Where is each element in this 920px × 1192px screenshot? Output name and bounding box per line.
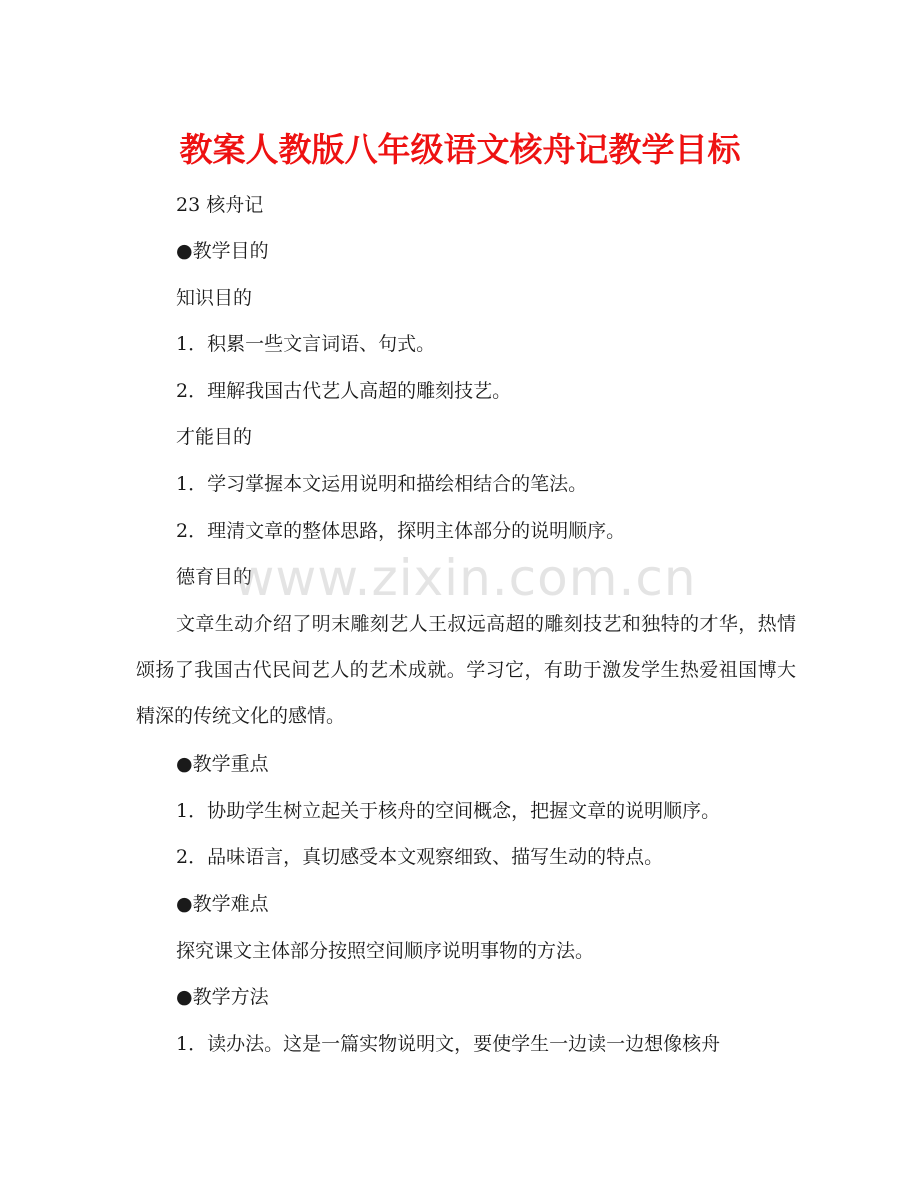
section-teaching-methods: ●教学方法 [176,986,269,1008]
difficulty-item: 探究课文主体部分按照空间顺序说明事物的方法。 [176,940,595,962]
knowledge-goal-2: 2．理解我国古代艺人高超的雕刻技艺。 [176,380,512,402]
watermark: www.zixin.com.cn [233,549,697,607]
section-teaching-focus: ●教学重点 [176,753,269,775]
focus-item-1: 1．协助学生树立起关于核舟的空间概念，把握文章的说明顺序。 [176,800,721,822]
ability-goal-2: 2．理清文章的整体思路，探明主体部分的说明顺序。 [176,520,626,542]
knowledge-goal-1: 1．积累一些文言词语、句式。 [176,333,436,355]
lesson-heading: 23 核舟记 [176,194,264,216]
subsection-ability-goals: 才能目的 [176,426,253,448]
section-teaching-goals: ●教学目的 [176,240,269,262]
focus-item-2: 2．品味语言，真切感受本文观察细致、描写生动的特点。 [176,846,664,868]
moral-goal-paragraph: 文章生动介绍了明末雕刻艺人王叔远高超的雕刻技艺和独特的才华，热情颂扬了我国古代民间艺人的艺术成就。学习它，有助于激发学生热爱祖国博大精深的传统文化的感情。 [136,613,796,727]
subsection-knowledge-goals: 知识目的 [176,287,253,309]
method-item-1: 1．读办法。这是一篇实物说明文，要使学生一边读一边想像核舟 [176,1033,721,1055]
subsection-moral-goals: 德育目的 [176,566,253,588]
ability-goal-1: 1．学习掌握本文运用说明和描绘相结合的笔法。 [176,473,588,495]
document-title: 教案人教版八年级语文核舟记教学目标 [179,130,741,169]
section-teaching-difficulty: ●教学难点 [176,893,269,915]
